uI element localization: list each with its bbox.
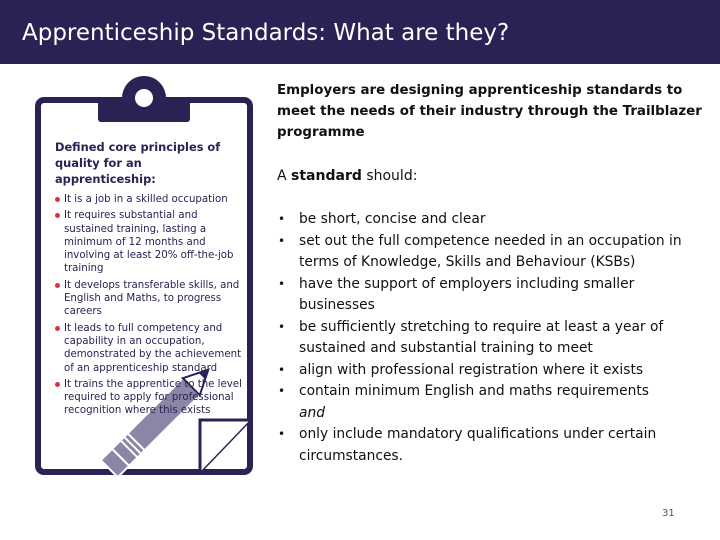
bullet-text: set out the full competence needed in an occupation in terms of Knowledge, Skills and Behaviour (KSBs): [299, 232, 682, 270]
bullet-text: be short, concise and clear: [299, 211, 486, 227]
standard-suffix: should:: [361, 168, 418, 184]
clipboard-item: It trains the apprentice to the level required to apply for professional recognition where this exists: [55, 378, 245, 418]
clipboard-item: It requires substantial and sustained training, lasting a minimum of 12 months and involving at least 20% off-the-job training: [55, 209, 245, 275]
bullet-item: [277, 209, 707, 231]
bullet-dot: •: [278, 362, 286, 377]
clipboard-item: It is a job in a skilled occupation: [55, 193, 245, 206]
bullet-item: [277, 317, 707, 360]
page-number: 31: [662, 508, 675, 519]
bullet-text: only include mandatory qualifications under certain circumstances.: [299, 426, 657, 464]
standard-bullets: [277, 209, 707, 467]
standard-bold: standard: [291, 168, 362, 184]
intro-text: Employers are designing apprenticeship standards to meet the needs of their industry through the Trailblazer programme: [277, 83, 702, 140]
bullet-dot: •: [278, 212, 286, 226]
bullet-text: have the support of employers including smaller businesses: [299, 275, 635, 313]
bullet-dot: •: [278, 276, 286, 291]
bullet-item: [277, 274, 707, 317]
standard-lead: [277, 166, 417, 187]
standard-prefix: A: [277, 168, 292, 184]
bullet-dot: •: [278, 233, 286, 248]
slide-title: Apprenticeship Standards: What are they?: [22, 20, 510, 46]
clipboard-heading: Defined core principles of quality for an apprenticeship:: [55, 140, 221, 186]
bullet-dot: •: [278, 384, 286, 398]
clipboard-item: It develops transferable skills, and English and Maths, to progress careers: [55, 279, 245, 319]
bullet-item: [277, 424, 707, 467]
bullet-item: [277, 381, 707, 403]
bullet-dot: •: [278, 319, 286, 334]
bullet-item: [277, 231, 707, 274]
bullet-dot: •: [278, 427, 286, 441]
bullet-connector: and: [299, 404, 325, 421]
clipboard-item: It leads to full competency and capability in an occupation, demonstrated by the achievement of an apprenticeship standard: [55, 322, 245, 375]
bullet-text: be sufficiently stretching to require at least a year of sustained and substantial training to meet: [299, 318, 664, 356]
bullet-text: contain minimum English and maths requirements: [299, 383, 649, 399]
bullet-text: align with professional registration where it exists: [299, 361, 644, 378]
clipboard-content: [55, 139, 245, 421]
bullet-item: [277, 360, 707, 382]
